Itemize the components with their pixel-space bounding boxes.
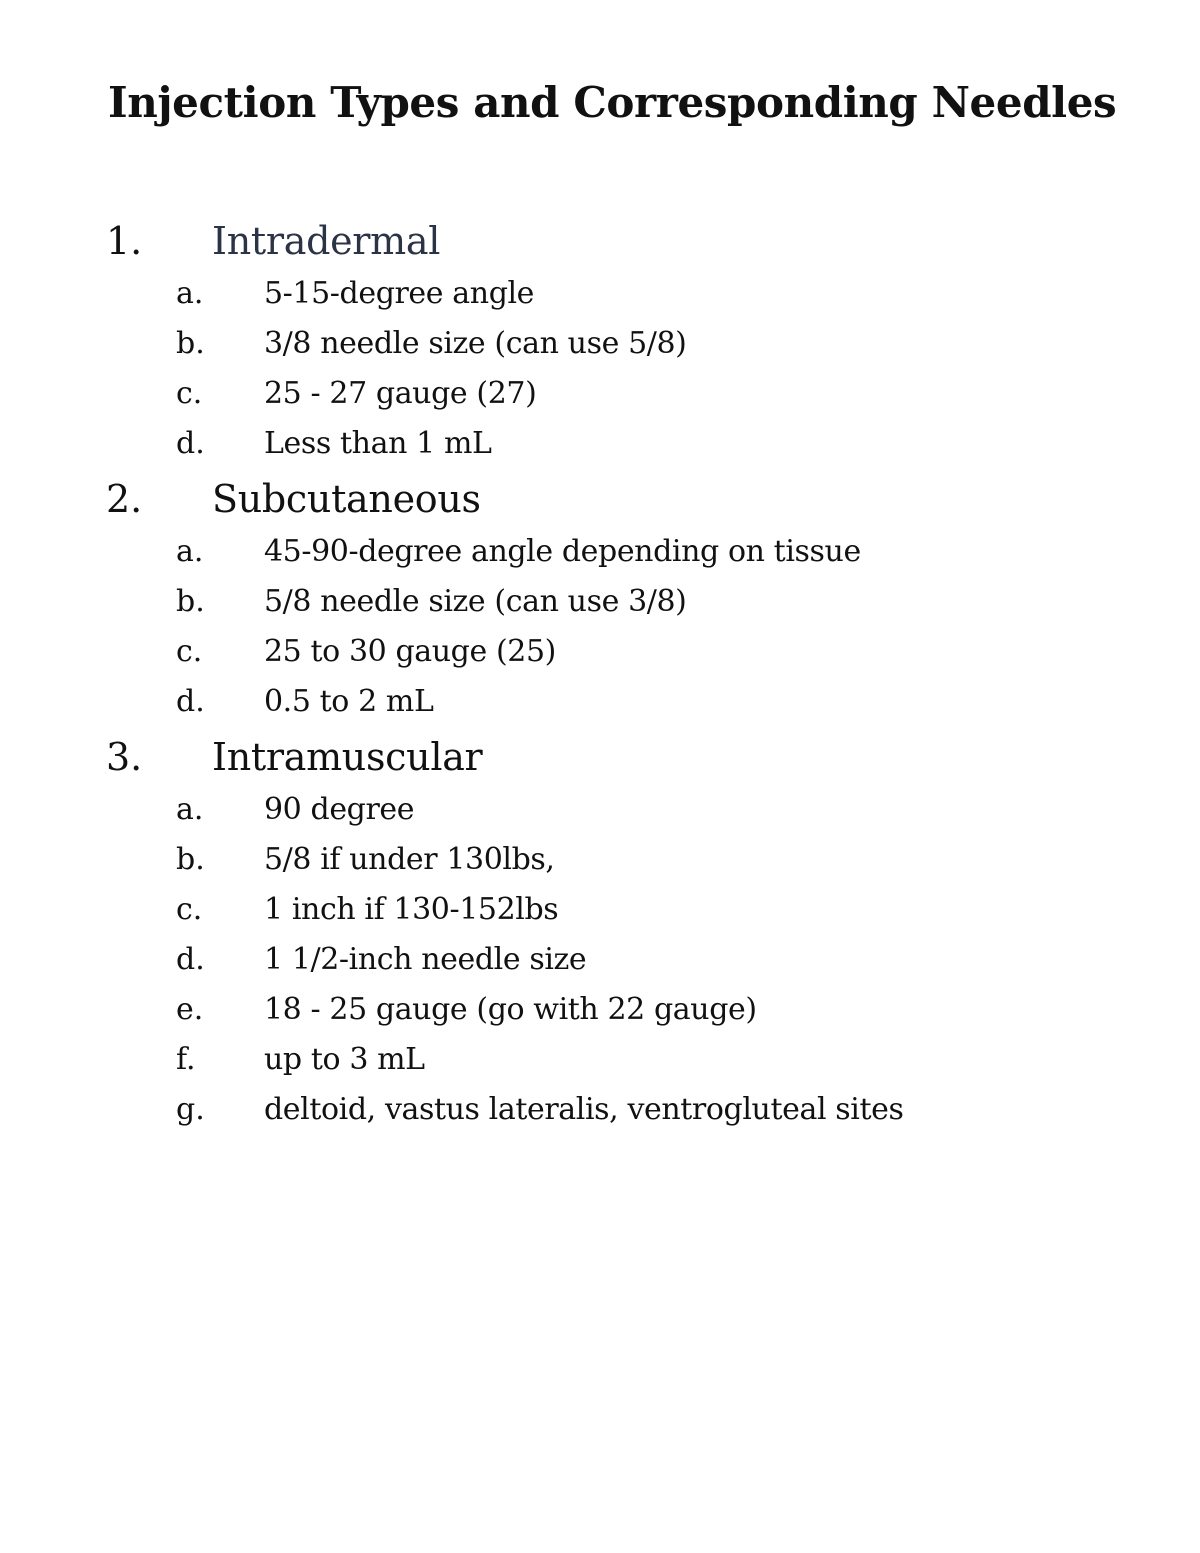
item-letter: a.	[176, 276, 204, 311]
item-text: 90 degree	[264, 792, 415, 827]
document-title: Injection Types and Corresponding Needles	[108, 78, 1117, 127]
section-number: 2.	[106, 477, 143, 521]
list-item	[0, 886, 1200, 936]
detail-list	[0, 270, 1200, 470]
item-letter: b.	[176, 326, 205, 361]
item-text: 25 to 30 gauge (25)	[264, 634, 556, 669]
item-letter: e.	[176, 992, 204, 1027]
list-item	[0, 370, 1200, 420]
item-text: 5/8 if under 130lbs,	[264, 842, 555, 877]
item-letter: a.	[176, 792, 204, 827]
item-text: 5-15-degree angle	[264, 276, 535, 311]
item-text: up to 3 mL	[264, 1042, 425, 1077]
item-letter: c.	[176, 376, 203, 411]
item-letter: b.	[176, 842, 205, 877]
item-text: 1 inch if 130-152lbs	[264, 892, 559, 927]
list-item	[0, 936, 1200, 986]
item-text: 45-90-degree angle depending on tissue	[264, 534, 861, 569]
section-label: Intradermal	[212, 219, 441, 263]
item-text: deltoid, vastus lateralis, ventrogluteal sites	[264, 1092, 904, 1127]
item-letter: f.	[176, 1042, 196, 1077]
section-heading	[0, 212, 1200, 270]
list-item	[0, 986, 1200, 1036]
item-letter: g.	[176, 1092, 205, 1127]
section-label: Subcutaneous	[212, 477, 481, 521]
item-text: 5/8 needle size (can use 3/8)	[264, 584, 687, 619]
section-heading	[0, 470, 1200, 528]
item-letter: b.	[176, 584, 205, 619]
section-number: 3.	[106, 735, 143, 779]
item-letter: a.	[176, 534, 204, 569]
list-item	[0, 320, 1200, 370]
list-item	[0, 528, 1200, 578]
list-item	[0, 628, 1200, 678]
item-text: 3/8 needle size (can use 5/8)	[264, 326, 687, 361]
section-label: Intramuscular	[212, 735, 483, 779]
item-text: 1 1/2-inch needle size	[264, 942, 587, 977]
item-letter: c.	[176, 892, 203, 927]
item-letter: d.	[176, 942, 205, 977]
item-letter: d.	[176, 426, 205, 461]
item-text: 25 - 27 gauge (27)	[264, 376, 537, 411]
section-intramuscular	[0, 728, 1200, 1136]
item-text: 0.5 to 2 mL	[264, 684, 434, 719]
section-intradermal	[0, 212, 1200, 470]
item-letter: c.	[176, 634, 203, 669]
item-letter: d.	[176, 684, 205, 719]
detail-list	[0, 528, 1200, 728]
section-heading	[0, 728, 1200, 786]
list-item	[0, 420, 1200, 470]
item-text: Less than 1 mL	[264, 426, 492, 461]
section-subcutaneous	[0, 470, 1200, 728]
list-item	[0, 786, 1200, 836]
section-number: 1.	[106, 219, 143, 263]
injection-type-list	[0, 212, 1200, 1136]
list-item	[0, 1086, 1200, 1136]
list-item	[0, 836, 1200, 886]
list-item	[0, 678, 1200, 728]
list-item	[0, 1036, 1200, 1086]
detail-list	[0, 786, 1200, 1136]
list-item	[0, 578, 1200, 628]
item-text: 18 - 25 gauge (go with 22 gauge)	[264, 992, 757, 1027]
list-item	[0, 270, 1200, 320]
